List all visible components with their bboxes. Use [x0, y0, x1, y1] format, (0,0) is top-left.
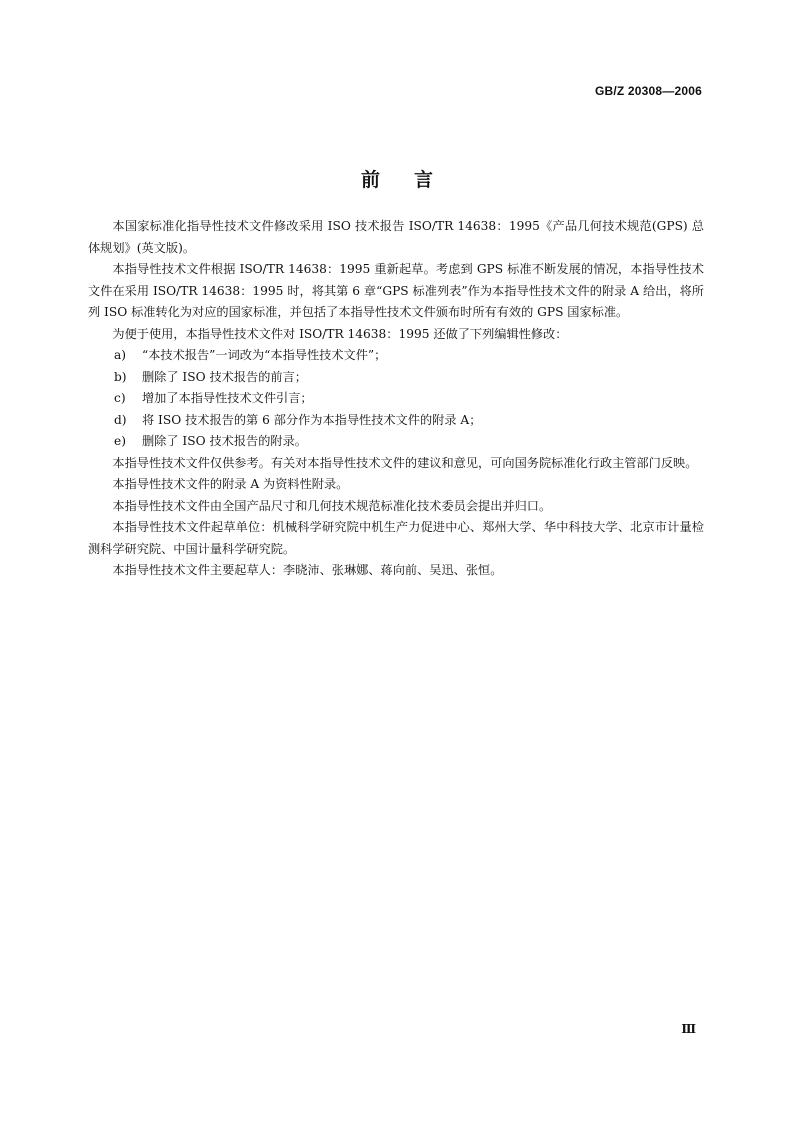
list-item: [88, 410, 704, 432]
list-item-text: “本技术报告”一词改为“本指导性技术文件”；: [142, 348, 387, 362]
list-item-text: 增加了本指导性技术文件引言；: [142, 391, 313, 405]
list-marker: e): [114, 434, 126, 448]
list-item: [88, 388, 704, 410]
paragraph-drafting-units: 本指导性技术文件起草单位：机械科学研究院中机生产力促进中心、郑州大学、华中科技大学、北京市计量检测科学研究院、中国计量科学研究院。: [88, 520, 704, 556]
page-title: 前言: [360, 168, 467, 191]
paragraph-annex: 本指导性技术文件的附录 A 为资料性附录。: [112, 477, 349, 491]
list-marker: c): [114, 391, 126, 405]
list-item: [88, 367, 704, 389]
paragraph-reference-only: 本指导性技术文件仅供参考。有关对本指导性技术文件的建议和意见，可向国务院标准化行政主管部门反映。: [112, 455, 698, 470]
list-marker: a): [114, 348, 127, 362]
paragraph-modifications-intro: 为便于使用，本指导性技术文件对 ISO/TR 14638：1995 还做了下列编辑性修改：: [112, 326, 568, 341]
paragraph-drafters: 本指导性技术文件主要起草人：李晓沛、张琳娜、蒋向前、吴迅、张恒。: [112, 563, 503, 577]
foreword-body: [88, 216, 704, 582]
paragraph-proposer: 本指导性技术文件由全国产品尺寸和几何技术规范标准化技术委员会提出并归口。: [112, 498, 552, 513]
paragraph-adoption: 本国家标准化指导性技术文件修改采用 ISO 技术报告 ISO/TR 14638：1995《产品几何技术规范(GPS) 总体规划》(英文版)。: [88, 219, 704, 255]
list-item-text: 删除了 ISO 技术报告的前言；: [142, 369, 307, 384]
list-item-text: 将 ISO 技术报告的第 6 部分作为本指导性技术文件的附录 A；: [142, 412, 482, 427]
list-item: [88, 431, 704, 453]
paragraph-drafting: 本指导性技术文件根据 ISO/TR 14638：1995 重新起草。考虑到 GPS 标准不断发展的情况，本指导性技术文件在采用 ISO/TR 14638：1995 时，将其第 6 章“GPS 标准列表”作为本指导性技术文件的附录 A 给出，将所列 ISO 标准转化为对应的国家标准，并包括了本指导性技术文件颁布时所有有效的 GPS 国家标准。: [88, 262, 704, 319]
list-marker: b): [114, 369, 127, 384]
list-item: [88, 345, 704, 367]
standard-number: GB/Z 20308—2006: [594, 84, 702, 98]
list-item-text: 删除了 ISO 技术报告的附录。: [142, 434, 307, 448]
page-number: Ⅲ: [681, 1022, 696, 1036]
list-marker: d): [114, 412, 127, 427]
